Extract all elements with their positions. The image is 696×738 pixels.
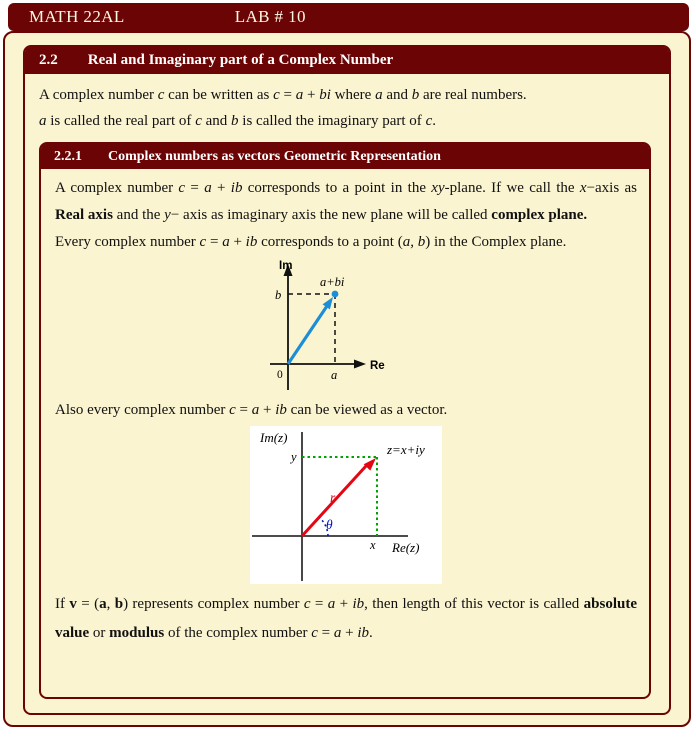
- subsection-body: [41, 169, 649, 656]
- complex-plane-figure: [55, 258, 637, 396]
- im-axis-label: Im(z): [260, 430, 288, 445]
- re-axis-label: Re: [370, 360, 385, 372]
- subsection-box: [39, 142, 651, 699]
- re-axis-arrowhead-icon: [354, 360, 366, 369]
- section-box: [23, 45, 671, 715]
- paragraph-2: Every complex number c = a + ib corresponds to a point (a, b) in the Complex plane.: [55, 234, 567, 250]
- angle-label: θ: [326, 517, 333, 532]
- x-tick-label: x: [370, 538, 376, 552]
- also-line: Also every complex number c = a + ib can be viewed as a vector.: [55, 402, 448, 418]
- document-page: [0, 3, 696, 738]
- origin-label: 0: [277, 369, 283, 381]
- a-tick-label: a: [331, 368, 338, 382]
- section-body: [25, 74, 669, 707]
- point-label: z=x+iy: [387, 442, 425, 457]
- subsection-title: Complex numbers as vectors Geometric Representation: [108, 148, 441, 164]
- section-number: 2.2: [39, 52, 58, 68]
- y-tick-label: y: [291, 450, 297, 464]
- section-title: Real and Imaginary part of a Complex Number: [87, 52, 394, 68]
- vector-figure: [55, 426, 637, 584]
- page-container: [3, 31, 691, 727]
- complex-vector: [288, 306, 327, 364]
- subsection-number: 2.2.1: [54, 148, 82, 164]
- paragraph-1: A complex number c = a + ib corresponds to a point in the xy-plane. If we call the x−axis as Real axis and the y− axis as imaginary axis the new plane will be called complex plane.: [55, 180, 637, 223]
- vector-diagram: [250, 426, 442, 584]
- course-title: MATH 22AL: [29, 7, 125, 26]
- intro-line-1: A complex number c can be written as c = a + bi where a and b are real numbers.: [39, 87, 527, 103]
- b-tick-label: b: [275, 288, 282, 302]
- intro-line-2: a is called the real part of c and b is called the imaginary part of c.: [39, 113, 436, 129]
- subsection-header: [41, 144, 649, 169]
- closing-paragraph: If v = (a, b) represents complex number c = a + ib, then length of this vector is called absolute value or modulus of the complex number c = a + ib.: [55, 596, 637, 641]
- re-axis-label: Re(z): [392, 540, 420, 555]
- complex-plane-diagram: [266, 258, 426, 396]
- lab-number: LAB # 10: [234, 7, 306, 26]
- radius-label: r: [330, 490, 336, 505]
- section-header: [25, 47, 669, 74]
- point-marker: [332, 291, 339, 298]
- title-bar: [8, 3, 689, 31]
- im-axis-label: Im: [279, 260, 293, 272]
- point-label: a+bi: [320, 275, 345, 289]
